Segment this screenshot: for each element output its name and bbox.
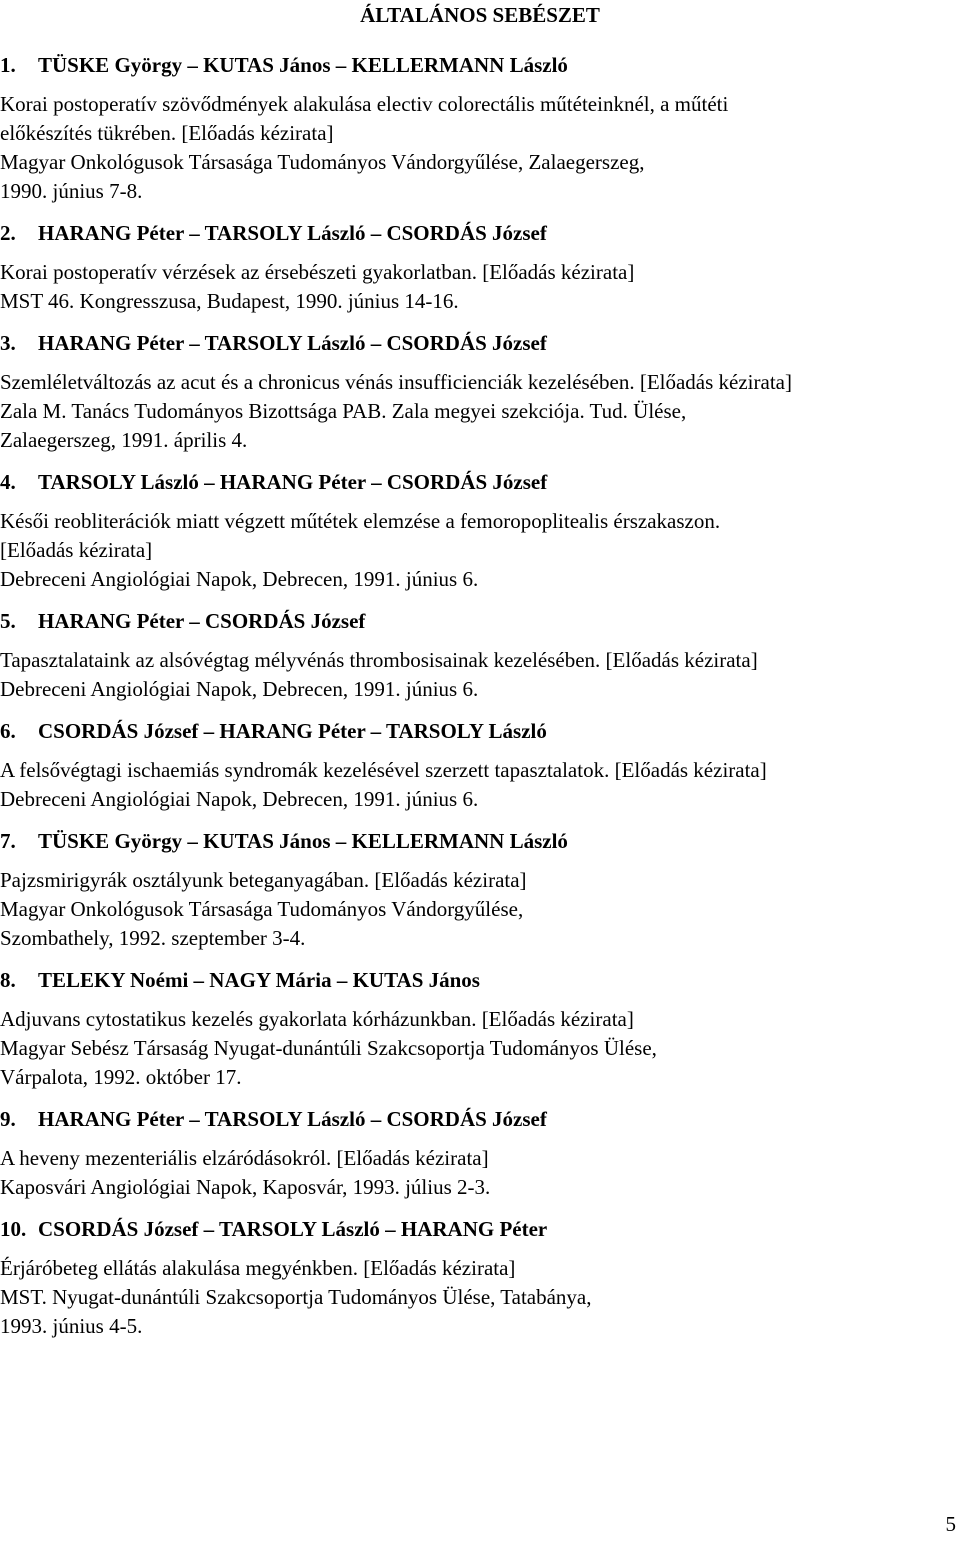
entry-text-line: Zala M. Tanács Tudományos Bizottsága PAB. Zala megyei szekciója. Tud. Ülése, (0, 399, 687, 423)
entry-text-line: Korai postoperatív szövődmények alakulása electiv colorectális műtéteinknél, a műtéti (0, 92, 729, 116)
entry-authors: TELEKY Noémi – NAGY Mária – KUTAS János (38, 968, 480, 992)
entry-heading (0, 330, 960, 357)
entry-10 (0, 1216, 960, 1341)
entry-authors: HARANG Péter – TARSOLY László – CSORDÁS József (38, 221, 547, 245)
entry-text-line: Érjáróbeteg ellátás alakulása megyénkben. [Előadás kézirata] (0, 1256, 516, 1280)
entry-number: 4. (0, 470, 16, 494)
entry-text-line: Korai postoperatív vérzések az érsebészeti gyakorlatban. [Előadás kézirata] (0, 260, 635, 284)
entry-authors: CSORDÁS József – TARSOLY László – HARANG Péter (38, 1217, 548, 1241)
entry-text-line: [Előadás kézirata] (0, 538, 153, 562)
entry-heading (0, 1106, 960, 1133)
entry-authors: HARANG Péter – CSORDÁS József (38, 609, 366, 633)
entry-authors: HARANG Péter – TARSOLY László – CSORDÁS József (38, 331, 547, 355)
page-title: ÁLTALÁNOS SEBÉSZET (360, 3, 600, 27)
entry-authors: HARANG Péter – TARSOLY László – CSORDÁS József (38, 1107, 547, 1131)
entry-7 (0, 828, 960, 953)
entry-number: 1. (0, 53, 16, 77)
entry-text-line: 1993. június 4-5. (0, 1314, 143, 1338)
entry-text-line: Adjuvans cytostatikus kezelés gyakorlata kórházunkban. [Előadás kézirata] (0, 1007, 634, 1031)
entry-text-line: Magyar Sebész Társaság Nyugat-dunántúli Szakcsoportja Tudományos Ülése, (0, 1036, 657, 1060)
entry-8 (0, 967, 960, 1092)
entry-authors: TÜSKE György – KUTAS János – KELLERMANN László (38, 829, 568, 853)
entry-heading (0, 828, 960, 855)
entry-text-line: Zalaegerszeg, 1991. április 4. (0, 428, 248, 452)
entry-heading (0, 967, 960, 994)
entry-number: 8. (0, 968, 16, 992)
entry-text-line: Kaposvári Angiológiai Napok, Kaposvár, 1993. július 2-3. (0, 1175, 491, 1199)
entry-text-line: Szombathely, 1992. szeptember 3-4. (0, 926, 306, 950)
page-number: 5 (945, 1512, 956, 1536)
entry-heading (0, 1216, 960, 1243)
entry-text-line: Szemléletváltozás az acut és a chronicus vénás insufficienciák kezelésében. [Előadás kézirata] (0, 370, 792, 394)
entry-text-line: 1990. június 7-8. (0, 179, 143, 203)
entry-text-line: Pajzsmirigyrák osztályunk beteganyagában. [Előadás kézirata] (0, 868, 527, 892)
entry-heading (0, 718, 960, 745)
entry-1 (0, 52, 960, 206)
entry-authors: TÜSKE György – KUTAS János – KELLERMANN László (38, 53, 568, 77)
entry-number: 9. (0, 1107, 16, 1131)
entry-heading (0, 52, 960, 79)
entry-text-line: Debreceni Angiológiai Napok, Debrecen, 1991. június 6. (0, 567, 479, 591)
entry-authors: CSORDÁS József – HARANG Péter – TARSOLY László (38, 719, 547, 743)
entry-number: 10. (0, 1217, 27, 1241)
entry-text-line: Magyar Onkológusok Társasága Tudományos Vándorgyűlése, (0, 897, 524, 921)
entry-text-line: MST. Nyugat-dunántúli Szakcsoportja Tudományos Ülése, Tatabánya, (0, 1285, 592, 1309)
entry-text-line: Késői reobliterációk miatt végzett műtétek elemzése a femoropoplitealis érszakaszon. (0, 509, 721, 533)
entry-text-line: A felsővégtagi ischaemiás syndromák kezelésével szerzett tapasztalatok. [Előadás kézirata] (0, 758, 767, 782)
entry-heading (0, 220, 960, 247)
entry-text-line: Debreceni Angiológiai Napok, Debrecen, 1991. június 6. (0, 787, 479, 811)
entry-number: 7. (0, 829, 16, 853)
entry-number: 6. (0, 719, 16, 743)
entry-6 (0, 718, 960, 814)
entry-2 (0, 220, 960, 316)
entry-4 (0, 469, 960, 594)
entry-list (0, 52, 960, 1355)
entry-number: 5. (0, 609, 16, 633)
entry-text-line: Várpalota, 1992. október 17. (0, 1065, 242, 1089)
entry-text-line: A heveny mezenteriális elzáródásokról. [Előadás kézirata] (0, 1146, 489, 1170)
entry-text-line: MST 46. Kongresszusa, Budapest, 1990. június 14-16. (0, 289, 459, 313)
entry-text-line: előkészítés tükrében. [Előadás kézirata] (0, 121, 334, 145)
entry-authors: TARSOLY László – HARANG Péter – CSORDÁS József (38, 470, 548, 494)
entry-3 (0, 330, 960, 455)
entry-heading (0, 469, 960, 496)
entry-heading (0, 608, 960, 635)
entry-text-line: Magyar Onkológusok Társasága Tudományos Vándorgyűlése, Zalaegerszeg, (0, 150, 645, 174)
entry-number: 3. (0, 331, 16, 355)
entry-text-line: Debreceni Angiológiai Napok, Debrecen, 1991. június 6. (0, 677, 479, 701)
entry-text-line: Tapasztalataink az alsóvégtag mélyvénás thrombosisainak kezelésében. [Előadás kézirata] (0, 648, 758, 672)
entry-9 (0, 1106, 960, 1202)
entry-5 (0, 608, 960, 704)
entry-number: 2. (0, 221, 16, 245)
